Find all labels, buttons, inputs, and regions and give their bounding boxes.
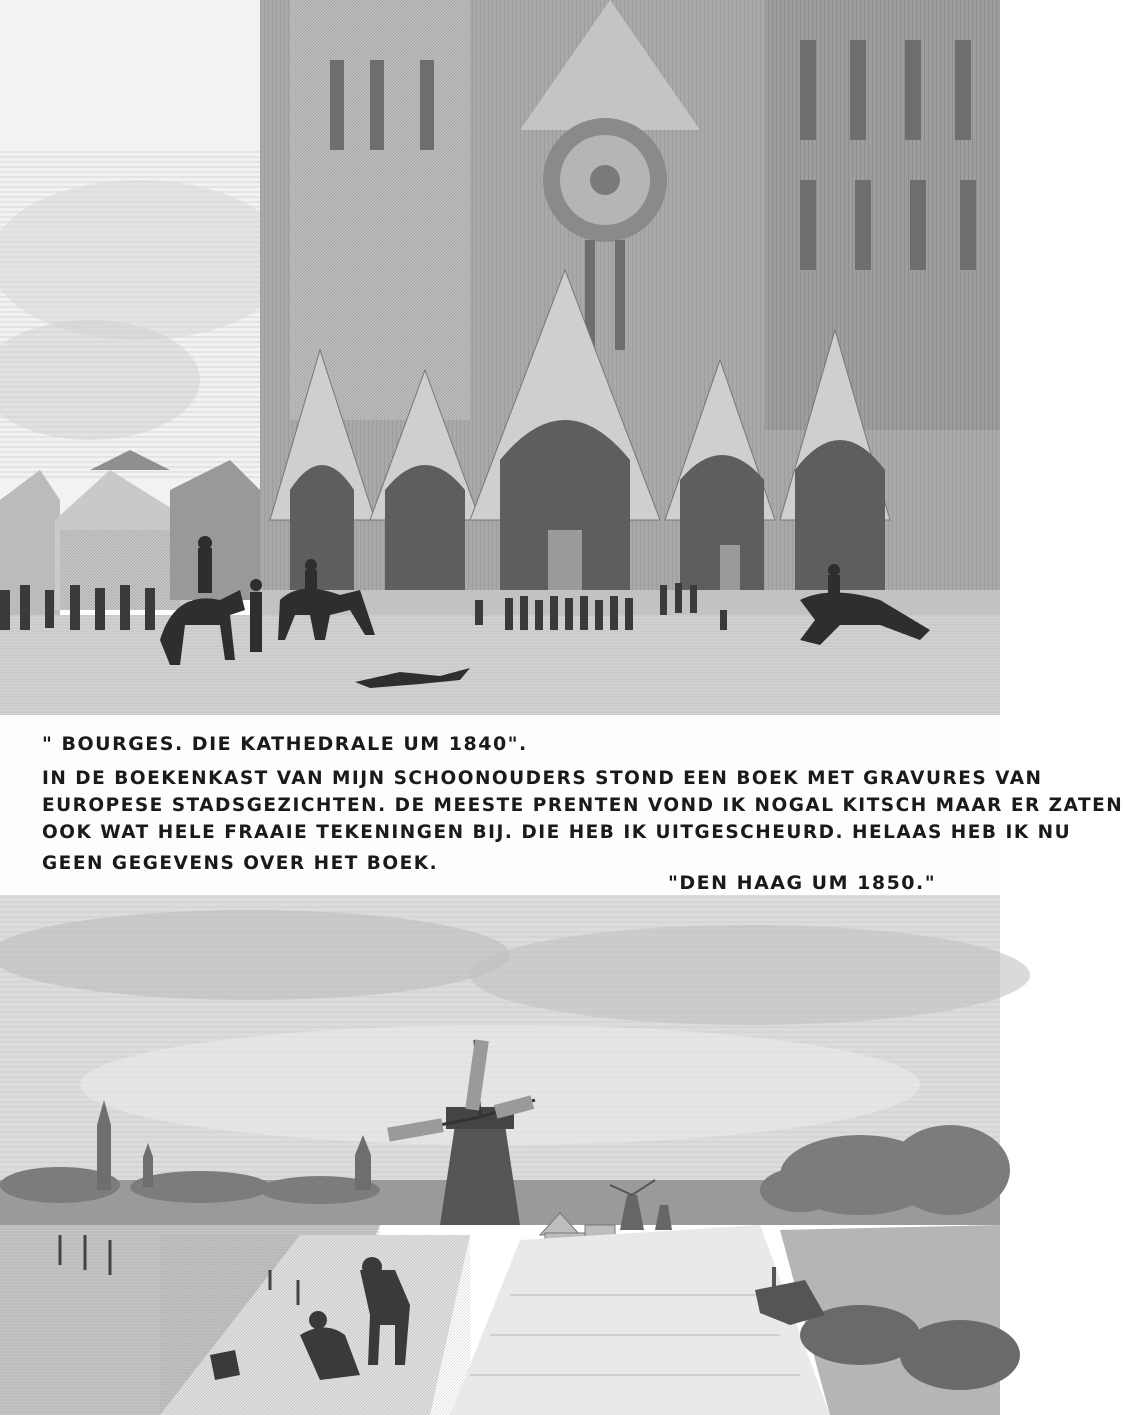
cathedral-engraving xyxy=(0,0,1000,715)
paragraph-line-3: OOK WAT HELE FRAAIE TEKENINGEN BIJ. DIE HEB IK UITGESCHEURD. HELAAS HEB IK NU xyxy=(42,822,1072,843)
paragraph-line-1: IN DE BOEKENKAST VAN MIJN SCHOONOUDERS STOND EEN BOEK MET GRAVURES VAN xyxy=(42,768,1043,789)
den-haag-caption: "DEN HAAG UM 1850." xyxy=(668,872,937,894)
paragraph-line-2: EUROPESE STADSGEZICHTEN. DE MEESTE PRENTEN VOND IK NOGAL KITSCH MAAR ER ZATEN xyxy=(42,795,1123,816)
windmill-landscape-illustration xyxy=(0,895,1000,1415)
den-haag-engraving xyxy=(0,895,1000,1415)
cathedral-illustration xyxy=(0,0,1000,715)
cathedral-caption: " BOURGES. DIE KATHEDRALE UM 1840". xyxy=(42,733,528,755)
paragraph-line-4: GEEN GEGEVENS OVER HET BOEK. xyxy=(42,853,439,874)
